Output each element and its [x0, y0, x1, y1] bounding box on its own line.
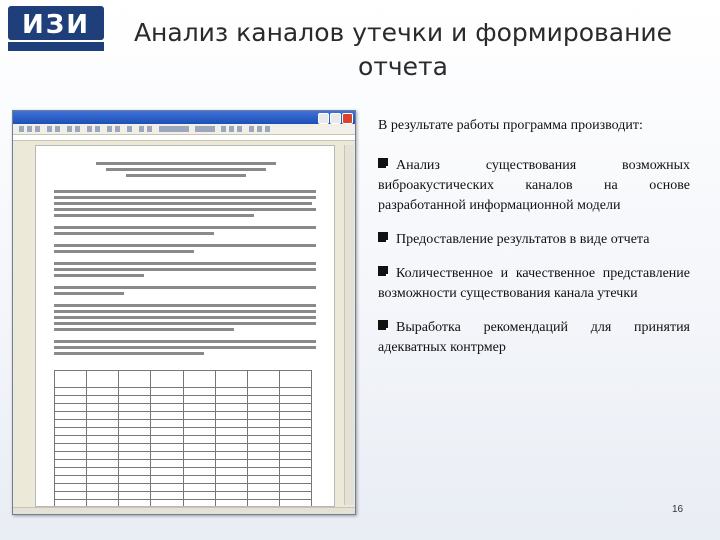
doc-text-line — [54, 250, 194, 253]
toolbar-icon[interactable] — [237, 126, 242, 132]
doc-text-line — [54, 352, 204, 355]
toolbar-icon[interactable] — [47, 126, 52, 132]
content-text — [378, 116, 690, 372]
table-row — [55, 484, 312, 492]
toolbar-icon[interactable] — [107, 126, 112, 132]
ruler — [13, 135, 355, 141]
toolbar-icon[interactable] — [35, 126, 40, 132]
bullet-text: Анализ существования возможных виброакустических каналов на основе разработанной информационной модели — [378, 158, 690, 213]
table-row — [55, 371, 312, 388]
intro-text: В результате работы программа производит: — [378, 118, 643, 133]
page-number: 16 — [672, 504, 684, 515]
doc-text-line — [54, 292, 124, 295]
doc-text-line — [54, 304, 316, 307]
toolbar-icon[interactable] — [265, 126, 270, 132]
doc-text-line — [106, 168, 266, 171]
doc-text-line — [54, 274, 144, 277]
bullet-text: Выработка рекомендаций для принятия адекватных контрмер — [378, 320, 690, 355]
doc-table — [54, 370, 312, 507]
toolbar — [13, 124, 355, 135]
bullet-item — [378, 318, 690, 358]
table-row — [55, 444, 312, 452]
toolbar-icon[interactable] — [27, 126, 32, 132]
doc-text-line — [54, 346, 316, 349]
doc-text-line — [54, 340, 316, 343]
doc-text-line — [54, 310, 316, 313]
doc-text-line — [54, 268, 316, 271]
doc-text-line — [96, 162, 276, 165]
checkbox-bullet-icon — [378, 158, 388, 168]
table-row — [55, 420, 312, 428]
doc-text-line — [54, 196, 316, 199]
logo-subtitle-graphic — [8, 42, 104, 51]
table-row — [55, 436, 312, 444]
window-titlebar[interactable] — [13, 111, 355, 124]
table-row — [55, 492, 312, 500]
doc-text-line — [54, 244, 316, 247]
bullet-item — [378, 156, 690, 216]
table-row — [55, 476, 312, 484]
bullet-text: Количественное и качественное представление возможности существования канала утечки — [378, 266, 690, 301]
vertical-scrollbar[interactable] — [344, 145, 354, 505]
toolbar-icon[interactable] — [115, 126, 120, 132]
status-bar — [13, 507, 355, 514]
doc-text-line — [54, 328, 234, 331]
doc-text-line — [126, 174, 246, 177]
table-row — [55, 388, 312, 396]
checkbox-bullet-icon — [378, 232, 388, 242]
doc-text-line — [54, 214, 254, 217]
doc-text-line — [54, 322, 316, 325]
doc-text-line — [54, 316, 316, 319]
toolbar-icon[interactable] — [127, 126, 132, 132]
bullet-text: Предоставление результатов в виде отчета — [396, 232, 650, 247]
toolbar-icon[interactable] — [249, 126, 254, 132]
maximize-icon[interactable] — [330, 113, 341, 124]
table-row — [55, 428, 312, 436]
slide-title: Анализ каналов утечки и формирование отчета — [133, 18, 673, 81]
doc-text-line — [54, 202, 312, 205]
bullet-item — [378, 230, 690, 250]
document-window[interactable] — [12, 110, 356, 515]
size-select[interactable] — [195, 126, 215, 132]
bullet-item — [378, 264, 690, 304]
toolbar-icon[interactable] — [257, 126, 262, 132]
toolbar-icon[interactable] — [55, 126, 60, 132]
table-row — [55, 404, 312, 412]
toolbar-icon[interactable] — [95, 126, 100, 132]
doc-text-line — [54, 262, 316, 265]
doc-text-line — [54, 232, 214, 235]
toolbar-icon[interactable] — [221, 126, 226, 132]
checkbox-bullet-icon — [378, 266, 388, 276]
document-page[interactable] — [35, 145, 335, 507]
table-row — [55, 412, 312, 420]
table-row — [55, 452, 312, 460]
logo-text: ИЗИ — [22, 10, 90, 40]
toolbar-icon[interactable] — [139, 126, 144, 132]
doc-table-caption-graphic — [156, 361, 236, 366]
toolbar-icon[interactable] — [67, 126, 72, 132]
table-row — [55, 460, 312, 468]
font-select[interactable] — [159, 126, 189, 132]
toolbar-icon[interactable] — [229, 126, 234, 132]
checkbox-bullet-icon — [378, 320, 388, 330]
table-row — [55, 500, 312, 508]
doc-text-line — [54, 286, 316, 289]
toolbar-icon[interactable] — [87, 126, 92, 132]
doc-text-line — [54, 208, 316, 211]
minimize-icon[interactable] — [318, 113, 329, 124]
doc-text-line — [54, 226, 316, 229]
toolbar-icon[interactable] — [19, 126, 24, 132]
table-row — [55, 396, 312, 404]
close-icon[interactable] — [342, 113, 353, 124]
doc-text-line — [54, 190, 316, 193]
toolbar-icon[interactable] — [147, 126, 152, 132]
toolbar-icon[interactable] — [75, 126, 80, 132]
logo — [8, 6, 104, 58]
table-row — [55, 468, 312, 476]
